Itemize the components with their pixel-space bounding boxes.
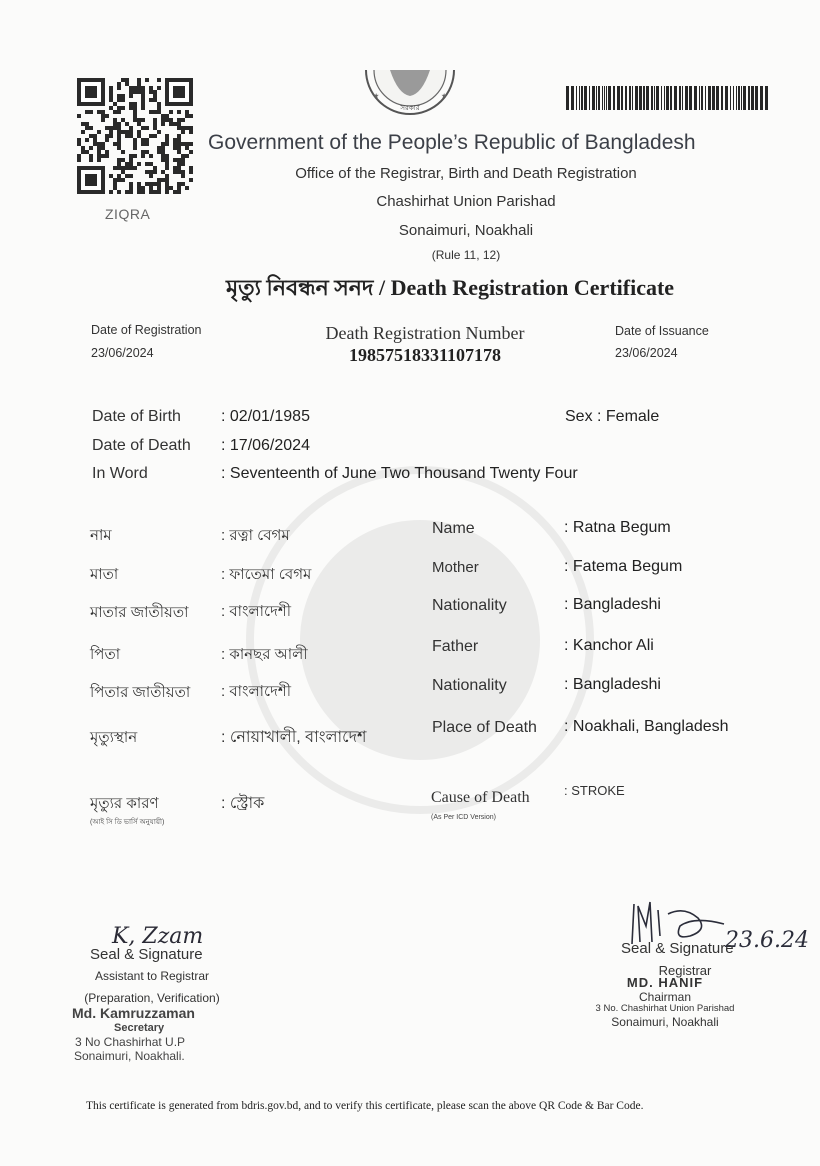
government-emblem — [360, 70, 460, 126]
area-name: Sonaimuri, Noakhali — [398, 222, 534, 239]
en-father-nationality-value: : Bangladeshi — [564, 676, 661, 693]
dod-value: : 17/06/2024 — [221, 437, 310, 454]
en-father-value: : Kanchor Ali — [564, 637, 654, 654]
bn-mother-label: মাতা — [90, 566, 119, 583]
bn-cause-note: (আই সি ডি ভার্সি অনুযায়ী) — [90, 819, 165, 826]
en-cause-value: : STROKE — [564, 783, 625, 798]
bn-father-label: পিতা — [90, 646, 121, 663]
union-parishad: Chashirhat Union Parishad — [376, 193, 556, 210]
left-role: Assistant to Registrar — [94, 969, 210, 983]
government-title: Government of the People’s Republic of Bangladesh — [208, 131, 696, 154]
right-name: MD. HANIF — [626, 975, 704, 990]
bn-mother-value: : ফাতেমা বেগম — [221, 566, 312, 583]
registrar-office: Office of the Registrar, Birth and Death Registration — [295, 165, 637, 182]
qr-code — [76, 78, 194, 194]
left-office: 3 No Chashirhat U.P — [75, 1035, 186, 1049]
bn-mother-nationality-label: মাতার জাতীয়তা — [90, 604, 189, 621]
left-title: Secretary — [114, 1022, 165, 1034]
en-mother-value: : Fatema Begum — [564, 558, 683, 575]
registration-number-label: Death Registration Number — [325, 323, 525, 343]
dob-label: Date of Birth — [92, 408, 181, 425]
inword-label: In Word — [92, 465, 148, 482]
left-seal-label: Seal & Signature — [90, 946, 203, 963]
bn-mother-nationality-value: : বাংলাদেশী — [221, 603, 292, 620]
right-area: Sonaimuri, Noakhali — [611, 1015, 719, 1029]
svg-text:★: ★ — [441, 93, 448, 100]
qr-caption: ZIQRA — [105, 206, 151, 222]
en-cause-note: (As Per ICD Version) — [431, 814, 496, 821]
issuance-date: 23/06/2024 — [615, 346, 678, 360]
left-area: Sonaimuri, Noakhali. — [74, 1049, 185, 1063]
en-father-nationality-label: Nationality — [432, 677, 507, 694]
right-title: Chairman — [638, 990, 692, 1004]
bn-cause-label: মৃত্যুর কারণ — [90, 795, 159, 812]
en-place-label: Place of Death — [432, 719, 537, 736]
bn-father-value: : কানছর আলী — [221, 646, 308, 663]
en-father-label: Father — [432, 638, 479, 655]
en-mother-label: Mother — [432, 559, 479, 576]
right-office: 3 No. Chashirhat Union Parishad — [595, 1003, 735, 1014]
registration-date: 23/06/2024 — [91, 346, 154, 360]
footer-note: This certificate is generated from bdris.gov.bd, and to verify this certificate, please scan the above QR Code & Bar Code. — [86, 1100, 644, 1112]
left-signature: K, Zzam — [112, 924, 204, 949]
right-signature-date: 23.6.24 — [725, 928, 809, 953]
bn-father-nationality-label: পিতার জাতীয়তা — [90, 684, 191, 701]
watermark-seal — [230, 380, 610, 900]
svg-text:★: ★ — [373, 93, 380, 100]
bn-place-value: : নোয়াখালী, বাংলাদেশ — [221, 729, 367, 746]
bn-name-value: : রত্না বেগম — [221, 527, 290, 544]
right-seal-label: Seal & Signature — [621, 940, 734, 957]
right-role: Registrar — [658, 963, 712, 978]
en-place-value: : Noakhali, Bangladesh — [564, 718, 729, 735]
registration-date-label: Date of Registration — [91, 323, 202, 337]
left-name: Md. Kamruzzaman — [72, 1005, 195, 1021]
rule-reference: (Rule 11, 12) — [431, 248, 501, 262]
bn-place-label: মৃত্যুস্থান — [90, 729, 138, 746]
dob-value: : 02/01/1985 — [221, 408, 310, 425]
issuance-date-label: Date of Issuance — [615, 324, 709, 338]
en-mother-nationality-label: Nationality — [432, 597, 507, 614]
dod-label: Date of Death — [92, 437, 191, 454]
bn-name-label: নাম — [90, 527, 112, 544]
left-duty: (Preparation, Verification) — [84, 991, 220, 1005]
en-mother-nationality-value: : Bangladeshi — [564, 596, 661, 613]
bn-father-nationality-value: : বাংলাদেশী — [221, 683, 292, 700]
registration-number: 19857518331107178 — [348, 345, 501, 365]
barcode — [566, 86, 768, 110]
emblem-text: সরকার — [400, 105, 420, 112]
certificate-title: মৃত্যু নিবন্ধন সনদ / Death Registration Certificate — [225, 275, 675, 300]
en-cause-label: Cause of Death — [431, 789, 530, 806]
en-name-value: : Ratna Begum — [564, 519, 671, 536]
sex-value: Sex : Female — [565, 408, 660, 425]
bn-cause-value: : স্ট্রোক — [221, 795, 265, 812]
inword-value: : Seventeenth of June Two Thousand Twenty Four — [221, 465, 578, 482]
en-name-label: Name — [432, 520, 475, 537]
